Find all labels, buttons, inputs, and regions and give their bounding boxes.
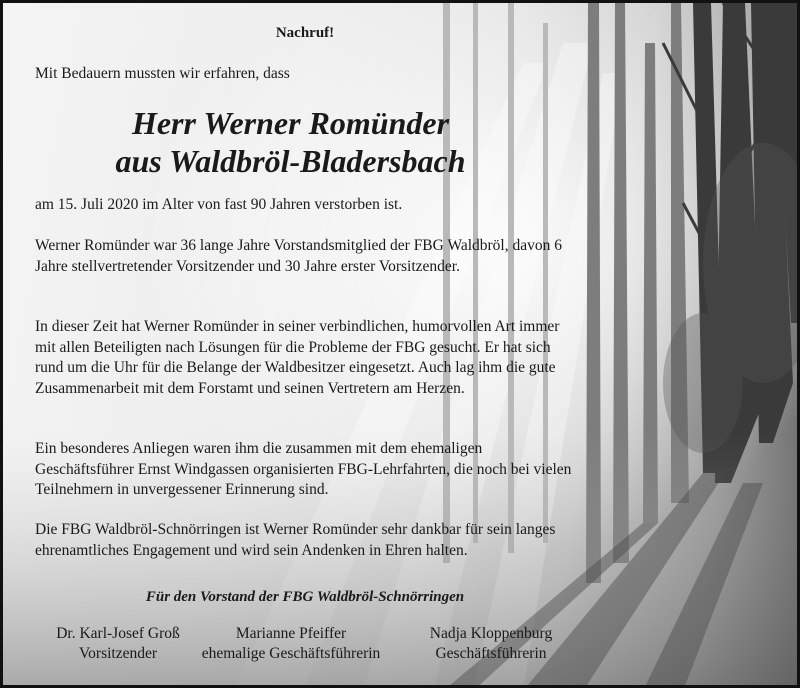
paragraph-excursions: Ein besonderes Anliegen waren ihm die zusammen mit dem ehemaligen Geschäftsführer Ernst Windgassen organisierten FBG-Lehrfahrten, die noch bei vielen Teilnehmern in unvergessener Erinnerung sind. — [35, 440, 572, 498]
paragraph-gratitude: Die FBG Waldbröl-Schnörringen ist Werner Romünder sehr dankbar für sein langes ehrenamtliches Engagement und wird sein Andenken in Ehren halten. — [35, 521, 556, 559]
deceased-residence: aus Waldbröl-Bladersbach — [115, 143, 466, 179]
signatory-name: Dr. Karl-Josef Groß — [56, 625, 180, 642]
signatory-role: Geschäftsführerin — [435, 645, 547, 662]
signatory-role: ehemalige Geschäftsführerin — [201, 645, 381, 662]
death-date-line: am 15. Juli 2020 im Alter von fast 90 Jahren verstorben ist. — [35, 196, 403, 213]
signoff-line: Für den Vorstand der FBG Waldbröl-Schnörringen — [145, 589, 465, 605]
intro-line: Mit Bedauern mussten wir erfahren, dass — [35, 65, 290, 82]
paragraph-board-membership: Werner Romünder war 36 lange Jahre Vorstandsmitglied der FBG Waldbröl, davon 6 Jahre stellvertretender Vorsitzender und 30 Jahre erster Vorsitzender. — [35, 237, 562, 275]
signatory-name: Nadja Kloppenburg — [429, 625, 553, 642]
notice-heading: Nachruf! — [275, 25, 335, 41]
signatory-manager — [408, 624, 574, 664]
signatory-former-manager — [181, 624, 401, 664]
signatory-name: Marianne Pfeiffer — [235, 625, 347, 642]
notice-text — [3, 3, 800, 688]
signatory-role: Vorsitzender — [78, 645, 158, 662]
deceased-name: Herr Werner Romünder — [131, 105, 450, 141]
paragraph-tenure: In dieser Zeit hat Werner Romünder in seiner verbindlichen, humorvollen Art immer mit allen Beteiligten nach Lösungen für die Probleme der FBG gesucht. Er hat sich rund um die Uhr für die Belange der Waldbesitzer eingesetzt. Auch lag ihm die gute Zusammenarbeit mit dem Forstamt und seinen Vertretern am Herzen. — [35, 318, 560, 397]
